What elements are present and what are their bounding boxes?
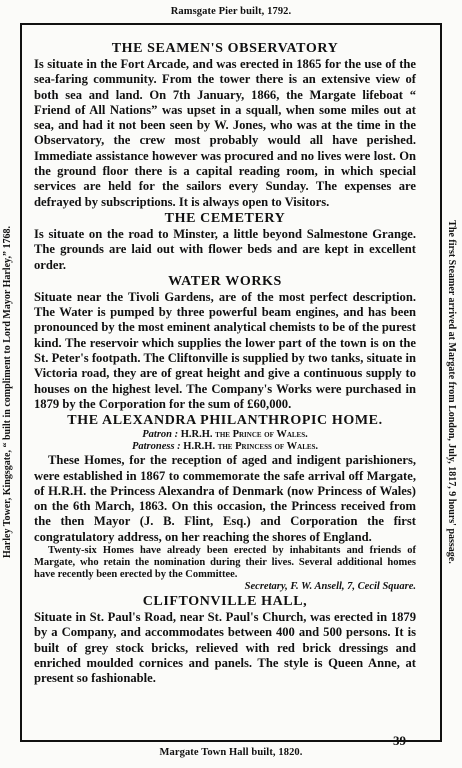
home-body: These Homes, for the reception of aged and indigent parishioners, were established in 1867 to commemorate the safe arrival off Margate, of H.R.H. the Princess Alexandra of Denmark (now Princess of Wales) on the 6th March, 1863. On this occasion, the Princess received from the then Mayor (J. B. Flint, Esq.) and Corporation the first congratulatory address, on her reaching the shores of England. (34, 453, 416, 544)
observatory-heading: THE SEAMEN'S OBSERVATORY (111, 41, 339, 56)
page-content (34, 40, 416, 687)
patron-label: Patron : (142, 429, 179, 441)
hall-heading: CLIFTONVILLE HALL, (142, 594, 308, 610)
right-side-caption: The first Steamer arrived at Margate from London, July, 1817, 9 hours' passage. (446, 220, 457, 564)
home-heading: THE ALEXANDRA PHILANTHROPIC HOME. (67, 413, 383, 429)
patron-value: H.R.H. the Prince of Wales. (180, 429, 308, 441)
patroness-label: Patroness : (131, 441, 181, 453)
waterworks-body: Situate near the Tivoli Gardens, are of the most perfect description. The Water is pumped by three powerful beam engines, and has been pronounced by the most eminent analytical chemists to be of the purest kind. The reservoir which supplies the lower part of the town is on the St. Peter's footpath. The Cliftonville is supplied by two tanks, situate in Victoria road, they are of great height and give a continuous supply to houses on the highest level. The Company's Works were purchased in 1879 by the Corporation for the sum of £60,000. (34, 289, 416, 411)
patroness-value: H.R.H. the Princess of Wales. (183, 441, 319, 453)
left-side-caption: Harley Tower, Kingsgate, “ built in compliment to Lord Mayor Harley,” 1768. (2, 226, 13, 558)
home-secretary: Secretary, F. W. Ansell, 7, Cecil Square. (244, 581, 416, 593)
observatory-body: Is situate in the Fort Arcade, and was erected in 1865 for the use of the sea-faring community. From the tower there is an extensive view of both sea and land. On 7th January, 1866, the Margate lifeboat “ Friend of All Nations” was upset in a squall, when some miles out at sea, and had it not been seen by W. Jones, who was at the time in the Observatory, the crew most probably would all have perished. Immediate assistance however was procured and no lives were lost. On the ground floor there is a capital reading room, in which special services are held for the sailors every Sunday. The expenses are defrayed by subscriptions. It is always open to Visitors. (34, 57, 416, 209)
page-number: 39 (393, 733, 406, 748)
home-note: Twenty-six Homes have already been erected by inhabitants and friends of Margate, who retain the nomination during their lives. Several additional homes have recently been erected by the Committee. (34, 545, 416, 581)
waterworks-heading: WATER WORKS (168, 273, 282, 289)
hall-body: Situate in St. Paul's Road, near St. Paul's Church, was erected in 1879 by a Company, and accommodates between 400 and 500 persons. It is built of grey stock bricks, relieved with red brick dressings and enriched moulded cornices and panels. The style is Queen Anne, at present so fashionable. (34, 610, 416, 686)
cemetery-heading: THE CEMETERY (164, 210, 286, 226)
bottom-caption: Margate Town Hall built, 1820. (159, 747, 303, 758)
cemetery-body: Is situate on the road to Minster, a little beyond Salmestone Grange. The grounds are laid out with flower beds and are kept in excellent order. (34, 226, 416, 272)
patroness-line (34, 441, 416, 453)
top-caption: Ramsgate Pier built, 1792. (170, 6, 292, 17)
patron-line (34, 429, 416, 441)
